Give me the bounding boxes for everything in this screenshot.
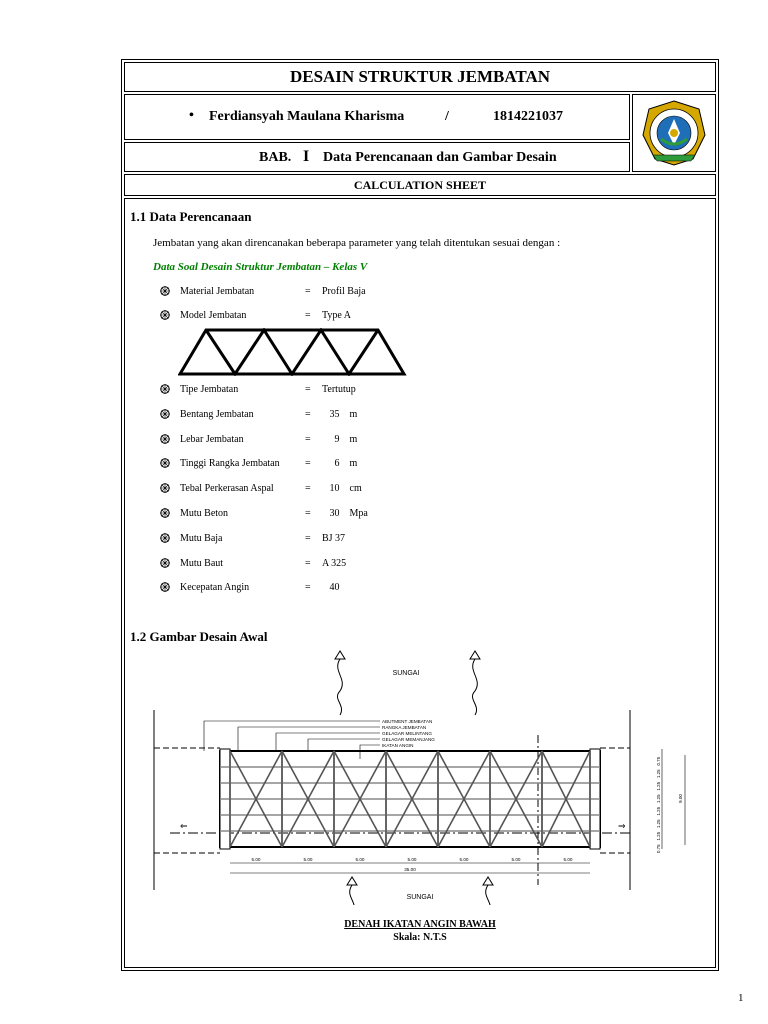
bullet-icon [159, 457, 171, 469]
dim-segment-label: 5.00 [407, 857, 417, 862]
document-title: DESAIN STRUKTUR JEMBATAN [124, 62, 716, 92]
chapter-number: I [303, 148, 310, 165]
dim-segment-label: 5.00 [355, 857, 365, 862]
truss-type-a-diagram [178, 328, 408, 376]
author-separator: / [445, 109, 449, 124]
parameter-label: Material Jembatan [180, 286, 255, 297]
parameter-label: Bentang Jembatan [180, 408, 254, 420]
bullet-icon [159, 285, 171, 297]
page-number: 1 [738, 992, 744, 1004]
parameter-equals: = [305, 582, 311, 594]
bullet-icon [159, 482, 171, 494]
author-id: 1814221037 [493, 109, 563, 124]
dim-segment-label: 5.00 [303, 857, 313, 862]
parameter-value: BJ 37 [322, 532, 346, 544]
dim-total: 35.00 [404, 867, 416, 872]
chapter-label: BAB. [259, 150, 292, 165]
section-heading-data: 1.1 Data Perencanaan [130, 209, 252, 224]
dim-segment-label: 5.00 [459, 857, 469, 862]
side-dim-label: 1.25 [656, 831, 661, 841]
river-label-bottom: SUNGAI [406, 894, 434, 901]
dim-segment-label: 5.00 [563, 857, 573, 862]
legend-label: GELAGAR MELINTANG [382, 731, 432, 736]
data-subtitle: Data Soal Desain Struktur Jembatan – Kelas V [153, 261, 368, 273]
bridge-plan-drawing [140, 645, 700, 905]
parameter-label: Tebal Perkerasan Aspal [180, 483, 274, 495]
intro-text: Jembatan yang akan direncanakan beberapa parameter yang telah ditentukan sesuai dengan : [153, 237, 561, 249]
side-dim-label: 0.75 [656, 844, 661, 853]
side-dim-label: 1.25 [656, 794, 661, 803]
parameter-label: Mutu Baut [180, 557, 224, 569]
legend-label: ABUTMENT JEMBATAN [382, 719, 433, 724]
logo-cell [632, 94, 716, 172]
parameter-equals: = [305, 458, 311, 470]
bullet-icon [159, 507, 171, 519]
dim-segment-label: 5.00 [511, 857, 521, 862]
parameter-value: 30 Mpa [322, 508, 368, 519]
legend-label: IKATAN ANGIN [382, 743, 414, 748]
bullet-icon [159, 408, 171, 420]
bullet-icon [159, 309, 171, 321]
parameter-equals: = [305, 532, 311, 544]
parameter-value: 10 cm [322, 483, 362, 495]
parameter-equals: = [305, 408, 311, 420]
side-dim-label: 0.75 [656, 756, 661, 766]
parameter-equals: = [305, 384, 311, 395]
dim-segment-label: 5.00 [251, 857, 261, 862]
parameter-label: Tinggi Rangka Jembatan [180, 458, 280, 470]
author-name: Ferdiansyah Maulana Kharisma [209, 109, 405, 124]
parameter-value: Type A [322, 310, 352, 321]
bullet-icon [159, 532, 171, 544]
legend-label: GELAGAR MEMANJANG [382, 737, 435, 742]
university-logo [633, 95, 715, 171]
parameter-value: Profil Baja [322, 286, 366, 297]
parameter-value: 9 m [322, 433, 358, 445]
chapter-row [124, 142, 630, 172]
author-row [124, 94, 630, 140]
parameter-value: 35 m [322, 408, 358, 420]
parameter-value: Tertutup [322, 384, 356, 395]
parameter-label: Model Jembatan [180, 310, 247, 321]
chapter-title: Data Perencanaan dan Gambar Desain [323, 150, 557, 165]
legend-label: RANGKA JEMBATAN [382, 725, 427, 730]
parameter-value: 6 m [322, 458, 358, 470]
side-dim-label: 1.25 [656, 819, 661, 828]
parameter-equals: = [305, 310, 311, 321]
parameter-label: Lebar Jembatan [180, 433, 244, 445]
parameter-equals: = [305, 557, 311, 569]
bullet-icon [159, 581, 171, 593]
section-heading-design: 1.2 Gambar Desain Awal [130, 629, 268, 644]
parameter-label: Mutu Beton [180, 508, 229, 519]
svg-text:⇐: ⇐ [180, 821, 188, 831]
bullet-icon [159, 557, 171, 569]
parameter-label: Kecepatan Angin [180, 582, 250, 594]
side-dim-label: 1.25 [656, 806, 661, 816]
parameter-value: 40 [322, 582, 340, 594]
parameter-equals: = [305, 508, 311, 519]
river-label-top: SUNGAI [392, 670, 420, 677]
bullet-icon [159, 433, 171, 445]
dim-height: 9.00 [678, 794, 683, 803]
parameter-equals: = [305, 286, 311, 297]
calculation-sheet-label: CALCULATION SHEET [124, 174, 716, 196]
parameter-label: Mutu Baja [180, 532, 223, 544]
author-bullet: • [189, 108, 194, 123]
side-dim-label: 1.25 [656, 769, 661, 778]
parameter-equals: = [305, 433, 311, 445]
side-dim-label: 1.25 [656, 781, 661, 791]
drawing-caption: DENAH IKATAN ANGIN BAWAH [344, 919, 496, 930]
parameter-label: Tipe Jembatan [180, 384, 239, 395]
parameter-equals: = [305, 483, 311, 495]
drawing-scale: Skala: N.T.S [393, 932, 447, 943]
parameter-value: A 325 [322, 557, 347, 569]
bullet-icon [159, 383, 171, 395]
svg-text:⇒: ⇒ [618, 821, 626, 831]
